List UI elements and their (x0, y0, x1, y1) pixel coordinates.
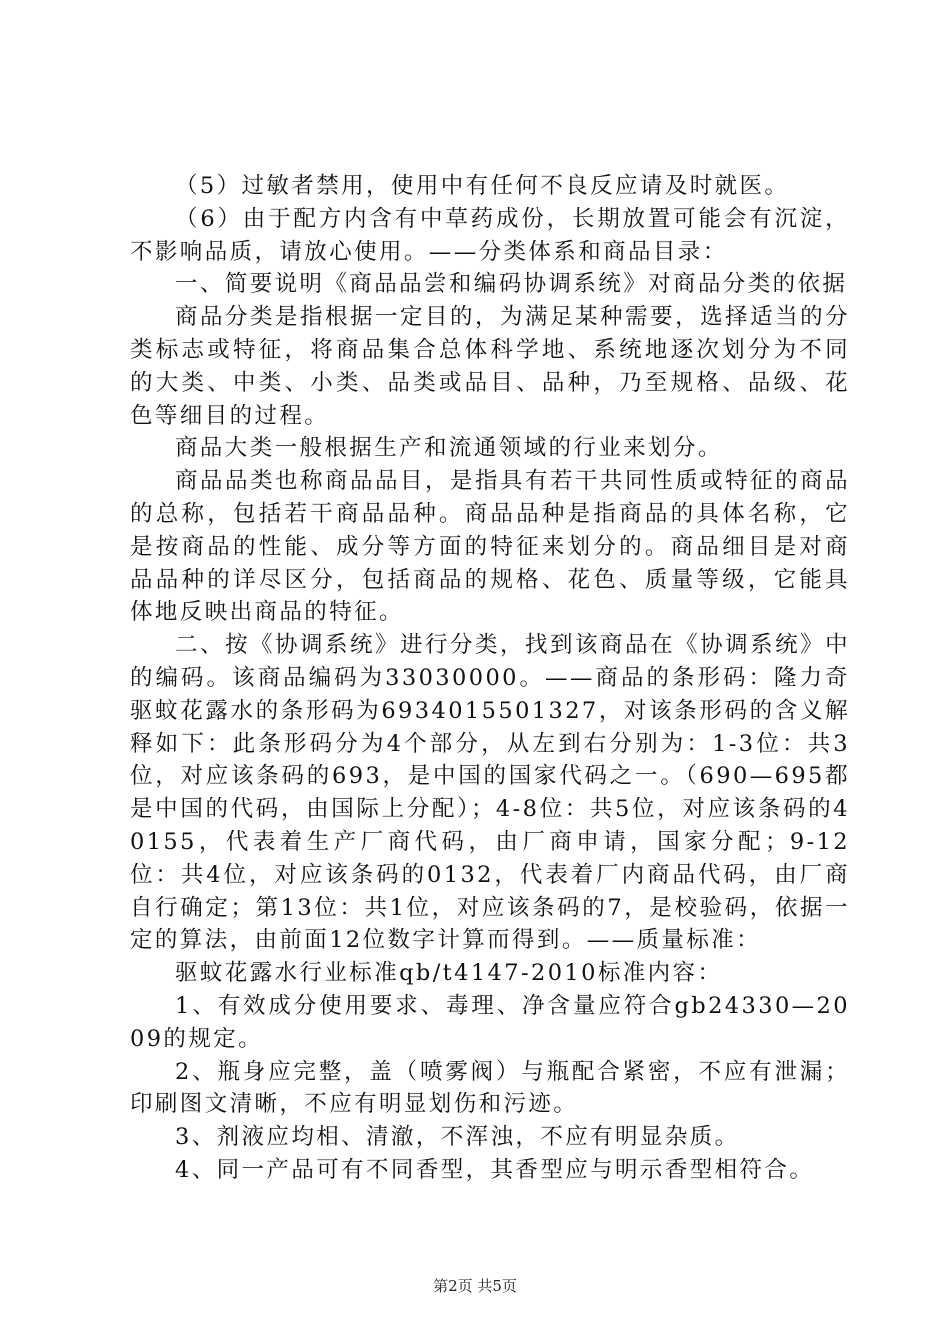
paragraph-barcode-explanation: 二、按《协调系统》进行分类，找到该商品在《协调系统》中的编码。该商品编码为33030000。——商品的条形码：隆力奇驱蚊花露水的条形码为6934015501327，对该条形码的含义解释如下：此条形码分为4个部分，从左到右分别为：1-3位：共3位，对应该条码的693，是中国的国家代码之一。（690—695都是中国的代码，由国际上分配）；4-8位：共5位，对应该条码的40155，代表着生产厂商代码，由厂商申请，国家分配；9-12位：共4位，对应该条码的0132，代表着厂内商品代码，由厂商自行确定；第13位：共1位，对应该条码的7，是校验码，依据一定的算法，由前面12位数字计算而得到。——质量标准： (130, 632, 850, 954)
paragraph-standard-item-2: 2、瓶身应完整，盖（喷雾阀）与瓶配合紧密，不应有泄漏；印刷图文清晰，不应有明显划伤和污迹。 (130, 1058, 850, 1118)
paragraph-major-category: 商品大类一般根据生产和流通领域的行业来划分。 (175, 435, 723, 462)
document-body (130, 170, 850, 1187)
paragraph-standard-item-1: 1、有效成分使用要求、毒理、净含量应符合gb24330—2009的规定。 (130, 992, 850, 1052)
page-number-footer: 第2页 共5页 (433, 1277, 517, 1295)
paragraph-section-one-heading: 一、简要说明《商品品尝和编码协调系统》对商品分类的依据 (175, 271, 848, 298)
paragraph-industry-standard: 驱蚊花露水行业标准qb/t4147-2010标准内容： (175, 960, 723, 987)
paragraph-classification-definition: 商品分类是指根据一定目的，为满足某种需要，选择适当的分类标志或特征，将商品集合总体科学地、系统地逐次划分为不同的大类、中类、小类、品类或品目、品种，乃至规格、品级、花色等细目的过程。 (130, 304, 850, 429)
paragraph-standard-item-3: 3、剂液应均相、清澈，不浑浊，不应有明显杂质。 (175, 1124, 740, 1151)
paragraph-standard-item-4: 4、同一产品可有不同香型，其香型应与明示香型相符合。 (175, 1156, 815, 1183)
paragraph-allergy-warning: （5）过敏者禁用，使用中有任何不良反应请及时就医。 (175, 173, 790, 199)
paragraph-sediment-note: （6）由于配方内含有中草药成份，长期放置可能会有沉淀，不影响品质，请放心使用。——分类体系和商品目录： (130, 205, 850, 265)
paragraph-product-category: 商品品类也称商品品目，是指具有若干共同性质或特征的商品的总称，包括若干商品品种。商品品种是指商品的具体名称，它是按商品的性能、成分等方面的特征来划分的。商品细目是对商品品种的详尽区分，包括商品的规格、花色、质量等级，它能具体地反映出商品的特征。 (130, 468, 850, 626)
